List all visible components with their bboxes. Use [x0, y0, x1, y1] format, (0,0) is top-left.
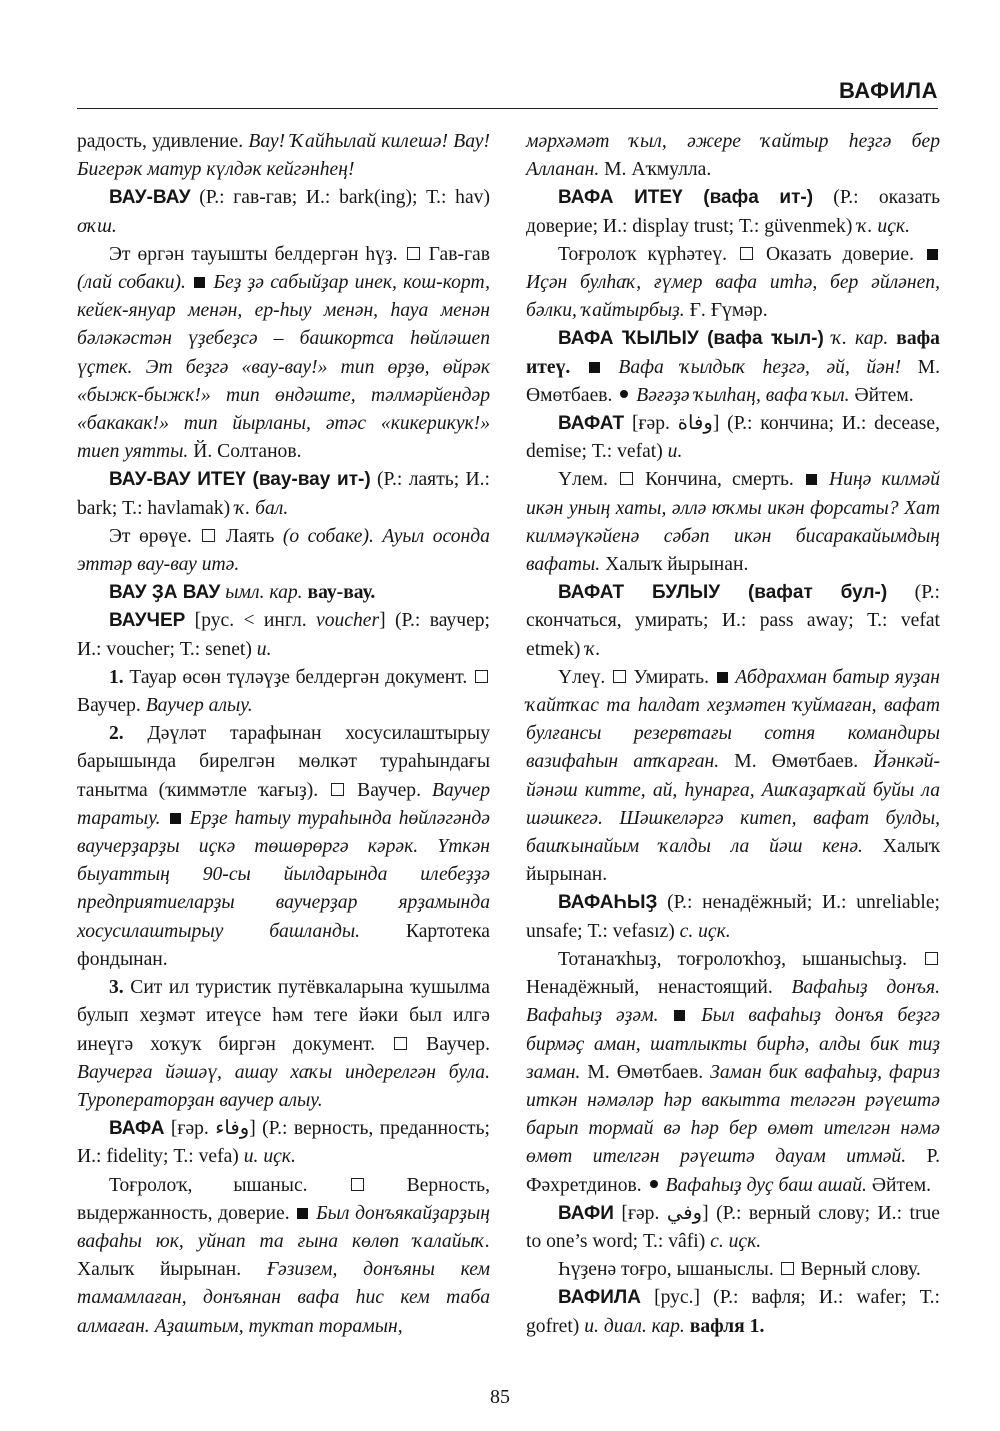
proverb-dot-icon	[650, 1180, 658, 1188]
example-square-icon	[589, 362, 600, 373]
entry-vafa-iteu-body: Тоғролоҡ күрһәтеү. Оказать доверие. Иҫән булһаҡ, ғүмер вафа итһә, бер әйләнеп, бәлки, ҡайтырбыҙ. Ғ. Ғүмәр.	[526, 243, 940, 322]
proverb-dot-icon	[620, 390, 628, 398]
example-square-icon	[806, 474, 817, 485]
voucher-sense-1: 1. Тауар өсөн түләүҙе белдергән документ. Ваучер. Ваучер алыу.	[77, 664, 490, 720]
entry-voucher: ВАУЧЕР [рус. < ингл. voucher] (Р.: ваучер; И.: voucher; Т.: senet) и.	[77, 610, 491, 660]
entry-vafat-buliu-body: Үлеү. Умирать. Абдрахман батыр яуҙан ҡайтҡас та һалдат хеҙмәтен ҡуймаған, вафат булғансы резервтағы сотня командиры вазифаһын атҡарған. М. Өмөтбаев. Йәнкәй-йәнәш китте, ай, һунарға, Ашҡаҙарҡай буйы ла шәшкегә. Шәшкеләргә китеп, вафат булды, башҡынайым ҡалды ла йәш кенә. Халыҡ йырынан.	[526, 666, 941, 886]
header-rule	[77, 108, 938, 109]
example-square-icon	[194, 277, 205, 288]
example-square-icon	[170, 813, 181, 824]
voucher-sense-3: 3. Сит ил туристик путёвкаларына ҡушылма булып хеҙмәт итеүсе һәм теге йәки был илгә инеүгә хоҡуҡ биргән документ. Ваучер. Ваучерға йәшәү, ашау хаҡы индерелгән була. Туроператорҙан ваучер алыу.	[77, 977, 490, 1111]
left-column	[77, 128, 490, 1341]
translation-box-icon	[351, 1178, 364, 1191]
translation-box-icon	[620, 472, 633, 485]
translation-box-icon	[613, 670, 626, 683]
translation-box-icon	[331, 783, 344, 796]
entry-continuation: радость, удивление. Вау! Ҡайһылай килешә! Вау! Бигерәк матур күлдәк кейгәнһең!	[77, 131, 490, 181]
entry-vau-za-vau: ВАУ ҘА ВАУ ымл. кар. вау-вау.	[109, 582, 376, 604]
entry-vau-vau-iteu-body: Эт өрөүе. Лаять (о собаке). Ауыл осонда эттәр вау-вау итә.	[77, 525, 490, 576]
entry-vafa-body: Тоғролоҡ, ышаныс. Верность, выдержанность, доверие. Был донъякайҙарҙың вафаһы юк, уйнап та ғына көлөп ҡалайыҡ. Халыҡ йырынан. Ғәзизем, донъяны кем тамамлаған, донъянан вафа һис кем таба алмаған. Аҙаштым, туктап торамын,	[77, 1174, 490, 1337]
translation-box-icon	[475, 670, 488, 683]
example-square-icon	[674, 1010, 685, 1021]
entry-vafat: ВАФАТ [ғәр. وفاة] (Р.: кончина; И.: decease, demise; Т.: vefat) и.	[526, 413, 940, 463]
entry-vau-vau-body: Эт өргән тауышты белдергән һүҙ. Гав-гав (лай собаки). Беҙ ҙә сабыйҙар инек, кош-корт, кейек-януар менән, ер-һыу менән, һауа менән бәләкәстән үҙебеҙсә – башкортса һөйләшеп үҫтек. Эт беҙгә «вау-вау!» тип өрҙө, өйрәк «быжк-быжк!» тип өндәште, тәлмәрйендәр «бакакак!» тип йырланы, әтәс «кикерикук!» тиеп уятты. Й. Солтанов.	[77, 243, 490, 463]
example-square-icon	[297, 1208, 308, 1219]
page-number: 85	[490, 1386, 510, 1408]
entry-vafat-buliu: ВАФАТ БУЛЫУ (вафат бул-) (Р.: скончаться, умирать; И.: pass away; Т.: vefat etmek) ҡ.	[526, 582, 940, 660]
entry-vafahyz: ВАФАҺЫҘ (Р.: ненадёжный; И.: unreliable; unsafe; Т.: vefasız) с. иҫк.	[526, 892, 940, 942]
entry-vafa-iteu: ВАФА ИТЕҮ (вафа ит-) (Р.: оказать доверие; И.: display trust; Т.: güvenmek) ҡ. иҫк.	[526, 187, 941, 237]
example-square-icon	[717, 672, 728, 683]
translation-box-icon	[394, 1037, 407, 1050]
entry-vafa-kyliu: ВАФА ҠЫЛЫУ (вафа ҡыл-) ҡ. кар. вафа итеү. Вафа ҡылдыҡ һеҙгә, әй, йән! М. Өмөтбаев. Вәғәҙә ҡылһаң, вафа ҡыл. Әйтем.	[526, 328, 940, 406]
entry-vau-vau-iteu: ВАУ-ВАУ ИТЕҮ (вау-вау ит-) (Р.: лаять; И.: bark; Т.: havlamak) ҡ. бал.	[77, 469, 490, 519]
entry-vafahyz-body: Тотанаҡһыҙ, тоғролоҡһоҙ, ышанысһыҙ. Ненадёжный, ненастоящий. Вафаһыҙ донъя. Вафаһыҙ әҙәм. Был вафаһыҙ донъя беҙгә бирмәҫ аман, шатлыкты бирһә, алды бик тиҙ заман. М. Өмөтбаев. Заман бик вафаһыҙ, фариз иткән нәмәләр һәр вакытта теләгән рәүештә барып тормай вә һәр бер өмөт ителгән нәмә өмөт ителгән рәүештә дауам итмәй. Р. Фәхретдинов. Вафаһыҙ дуҫ баш ашай. Әйтем.	[526, 948, 940, 1196]
entry-vau-vau: ВАУ-ВАУ (Р.: гав-гав; И.: bark(ing); Т.: hav) оҡш.	[77, 187, 490, 237]
example-square-icon	[927, 249, 938, 260]
entry-vafa: ВАФА [ғәр. وفاء] (Р.: верность, преданность; И.: fidelity; Т.: vefa) и. иҫк.	[77, 1118, 490, 1168]
translation-box-icon	[781, 1262, 794, 1275]
translation-box-icon	[202, 529, 215, 542]
entry-vafi-body: Һүҙенә тоғро, ышаныслы. Верный слову.	[558, 1259, 921, 1281]
entry-vafi: ВАФИ [ғәр. وفي] (Р.: верный слову; И.: true to one’s word; Т.: vâfi) с. иҫк.	[526, 1202, 940, 1252]
entry-continuation-right: мәрхәмәт ҡыл, әжере ҡайтыр һеҙгә бер Алланан. М. Аҡмулла.	[526, 131, 940, 181]
translation-box-icon	[407, 247, 420, 260]
right-column	[526, 128, 940, 1341]
entry-vafat-body: Үлем. Кончина, смерть. Ниңә килмәй икән уның хаты, әллә юҡмы икән форсаты? Хат килмәүкәйенә сәбәп икән бисаракайымдың вафаты. Халыҡ йырынан.	[526, 469, 940, 576]
running-head: ВАФИЛА	[838, 78, 938, 103]
entry-vafila: ВАФИЛА [рус.] (Р.: вафля; И.: wafer; Т.: gofret) и. диал. кар. вафля 1.	[526, 1287, 940, 1337]
voucher-sense-2: 2. Дәүләт тарафынан хосусилаштырыу барышында бирелгән мөлкәт тураһындағы танытма (ҡиммәтле ҡағыҙ). Ваучер. Ваучер таратыу. Ерҙе һатыу тураһында һөйләгәндә ваучерҙарҙы иҫкә төшөрөргә кәрәк. Үткән быуаттың 90-сы йылдарында илебеҙҙә предприятиеларҙы ваучерҙар ярҙамында хосусилаштырыу башланды. Картотека фондынан.	[77, 723, 491, 970]
translation-box-icon	[740, 247, 753, 260]
translation-box-icon	[925, 952, 938, 965]
